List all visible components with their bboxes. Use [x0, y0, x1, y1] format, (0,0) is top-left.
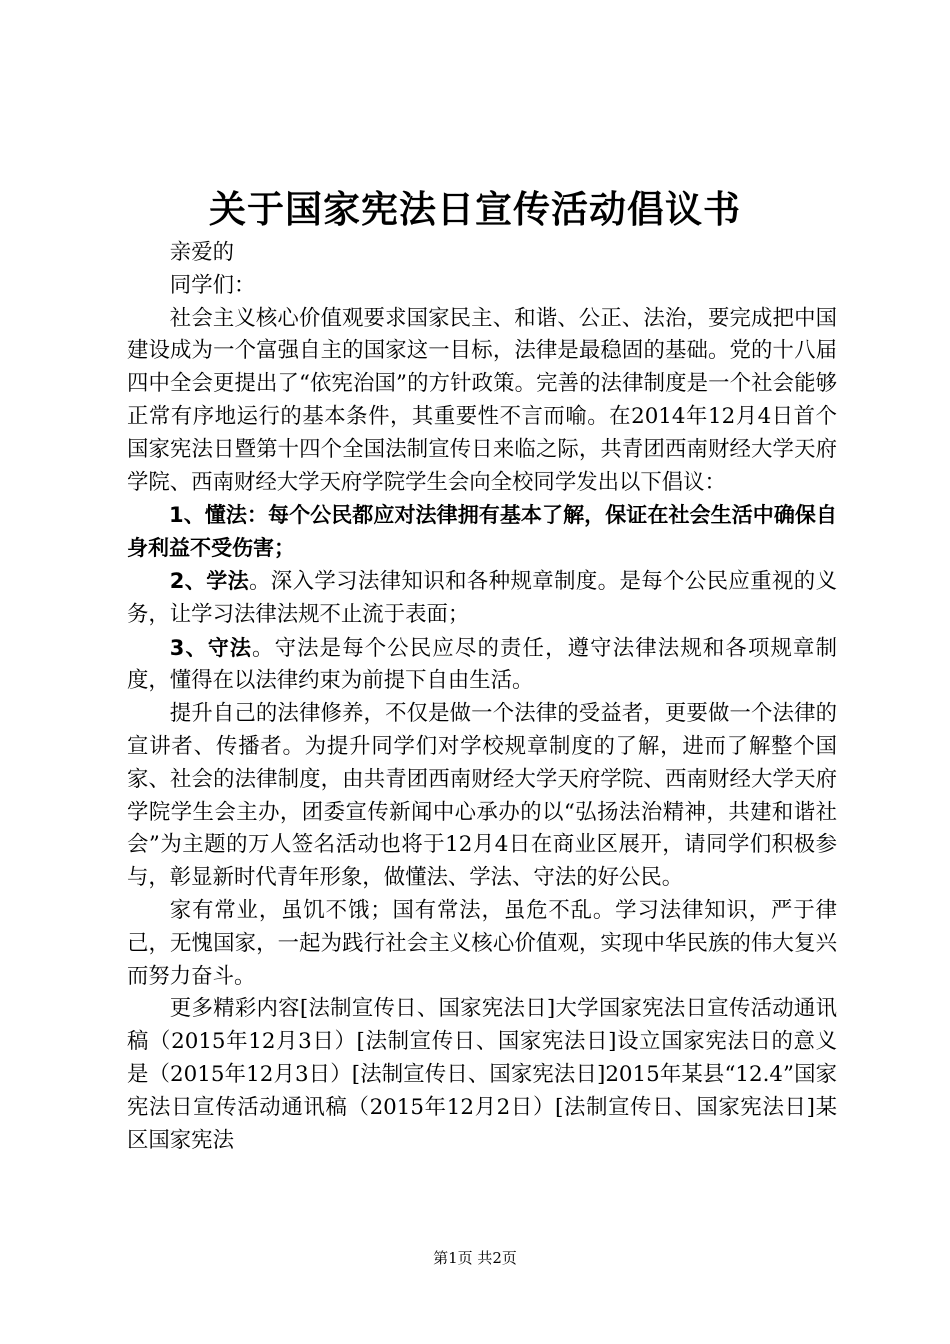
item-obey-law-text: 。守法是每个公民应尽的责任，遵守法律法规和各项规章制度，懂得在以法律约束为前提下自由生活。 — [127, 635, 837, 694]
item-obey-law-heading: 3、守法 — [169, 635, 253, 660]
intro-paragraph: 社会主义核心价值观要求国家民主、和谐、公正、法治，要完成把中国建设成为一个富强自主的国家这一目标，法律是最稳固的基础。党的十八届四中全会更提出了“依宪治国”的方针政策。完善的法律制度是一个社会能够正常有序地运行的基本条件，其重要性不言而喻。在2014年12月4日首个国家宪法日暨第十四个全国法制宣传日来临之际，共青团西南财经大学天府学院、西南财经大学天府学院学生会向全校同学发出以下倡议： — [127, 305, 837, 495]
promotion-paragraph: 提升自己的法律修养，不仅是做一个法律的受益者，更要做一个法律的宣讲者、传播者。为提升同学们对学校规章制度的了解，进而了解整个国家、社会的法律制度，由共青团西南财经大学天府学院、西南财经大学天府学院学生会主办，团委宣传新闻中心承办的以“弘扬法治精神，共建和谐社会”为主题的万人签名活动也将于12月4日在商业区展开，请同学们积极参与，彰显新时代青年形象，做懂法、学法、守法的好公民。 — [127, 701, 837, 891]
greeting-line-1: 亲爱的 — [169, 240, 234, 265]
item-learn-law-text: 。深入学习法律知识和各种规章制度。是每个公民应重视的义务，让学习法律法规不止流于表面； — [127, 568, 837, 627]
more-content-paragraph: 更多精彩内容[法制宣传日、国家宪法日]大学国家宪法日宣传活动通讯稿（2015年12月3日）[法制宣传日、国家宪法日]设立国家宪法日的意义是（2015年12月3日）[法制宣传日、国家宪法日]2015年某县“12.4”国家宪法日宣传活动通讯稿（2015年12月2日）[法制宣传日、国家宪法日]某区国家宪法 — [127, 996, 837, 1153]
item-learn-law-heading: 2、学法 — [169, 568, 250, 593]
closing-paragraph: 家有常业，虽饥不饿；国有常法，虽危不乱。学习法律知识，严于律己，无愧国家，一起为践行社会主义核心价值观，实现中华民族的伟大复兴而努力奋斗。 — [127, 897, 837, 989]
item-understand-law: 1、懂法：每个公民都应对法律拥有基本了解，保证在社会生活中确保自身利益不受伤害； — [127, 503, 837, 561]
item-learn-law — [127, 565, 837, 632]
page-number-footer: 第1页 共2页 — [433, 1249, 517, 1267]
document-body — [127, 237, 837, 1157]
item-obey-law — [127, 632, 837, 699]
greeting-line-2: 同学们： — [169, 272, 256, 298]
document-title: 关于国家宪法日宣传活动倡议书 — [209, 187, 741, 231]
